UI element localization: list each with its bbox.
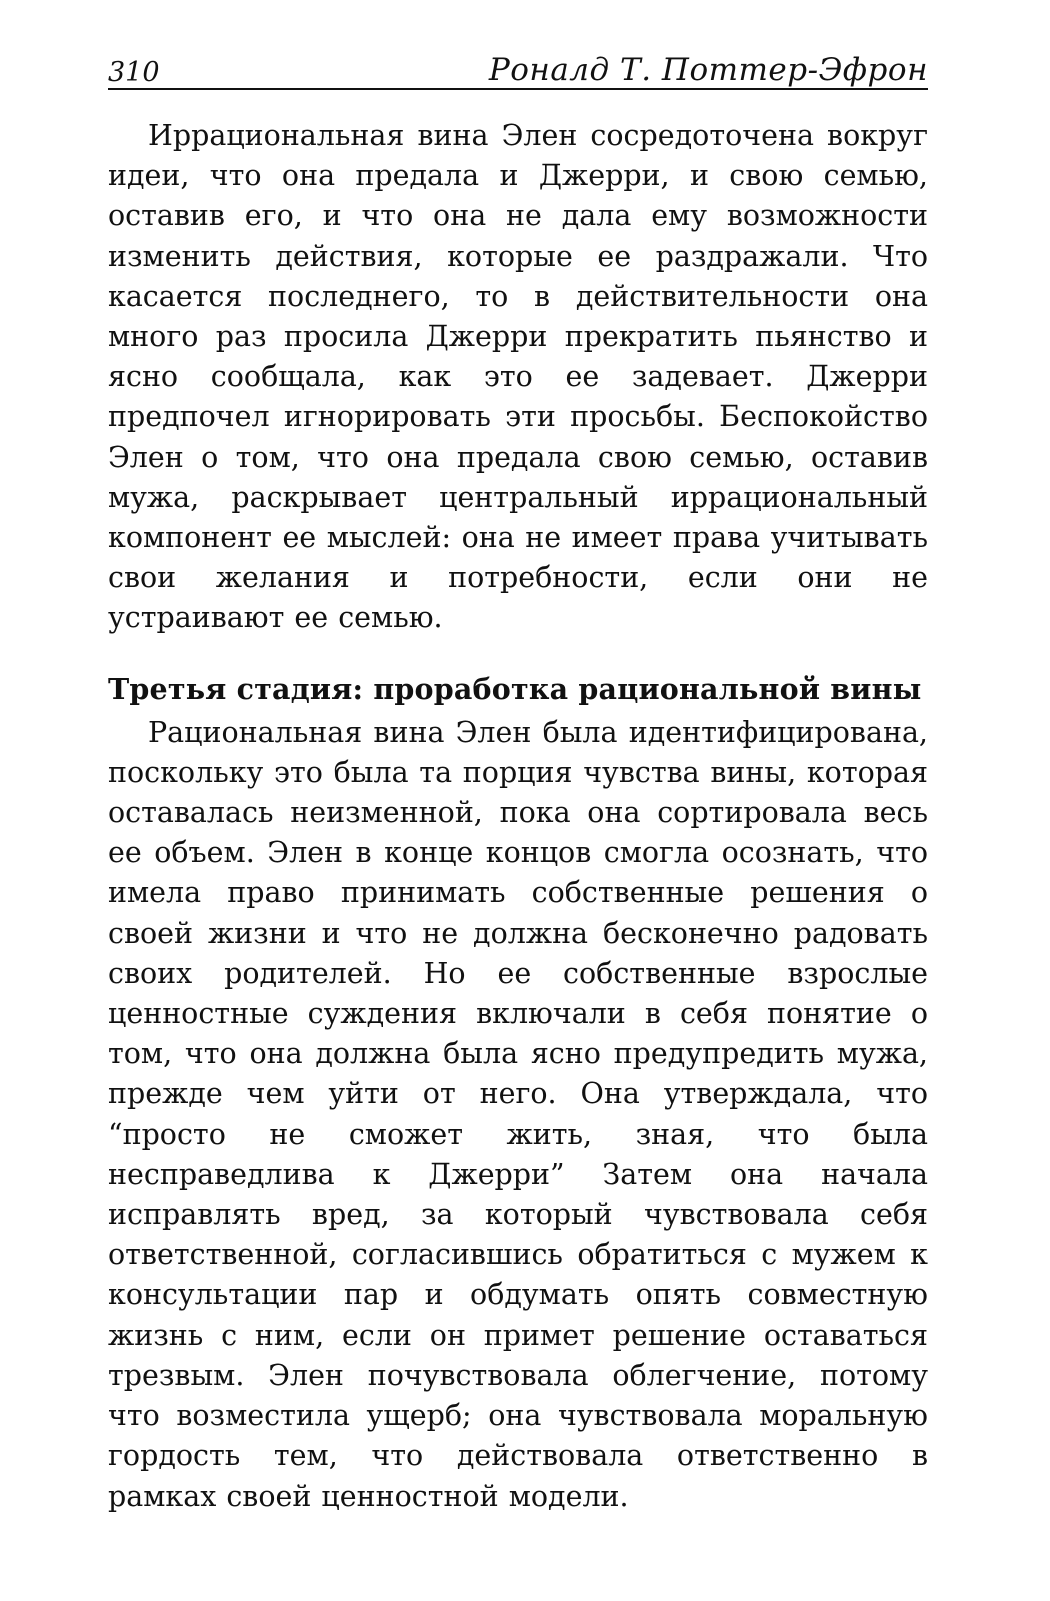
section-heading: Третья стадия: проработка рациональной вины [108, 671, 922, 706]
running-head [108, 40, 928, 90]
body-text [108, 116, 928, 1517]
paragraph-irrational-guilt: Иррациональная вина Элен сосредоточена вокруг идеи, что она предала и Джерри, и свою семью, оставив его, и что она не дала ему возможности изменить действия, которые ее раздражали. Что касается последнего, то в действительности она много раз просила Джерри прекратить пьянство и ясно сообщала, как это ее задевает. Джерри предпочел игнорировать эти просьбы. Беспокойство Элен о том, что она предала свою семью, оставив мужа, раскрывает центральный иррациональный компонент ее мыслей: она не имеет права учитывать свои желания и потребности, если они не устраивают ее семью. [108, 119, 928, 635]
book-page [108, 40, 928, 1517]
running-title: Роналд Т. Поттер-Эфрон [488, 52, 928, 88]
page-number: 310 [108, 57, 160, 88]
paragraph-rational-guilt: Рациональная вина Элен была идентифицирована, поскольку это была та порция чувства вины, которая оставалась неизменной, пока она сортировала весь ее объем. Элен в конце концов смогла осознать, что имела право принимать собственные решения о своей жизни и что не должна бесконечно радовать своих родителей. Но ее собственные взрослые ценностные суждения включали в себя понятие о том, что она должна была ясно предупредить мужа, прежде чем уйти от него. Она утверждала, что “просто не сможет жить, зная, что была несправедлива к Джерри” Затем она начала исправлять вред, за который чувствовала себя ответственной, согласившись обратиться с мужем к консультации пар и обдумать опять совместную жизнь с ним, если он примет решение оставаться трезвым. Элен почувствовала облегчение, потому что возместила ущерб; она чувствовала моральную гордость тем, что действовала ответственно в рамках своей ценностной модели. [108, 715, 928, 1513]
